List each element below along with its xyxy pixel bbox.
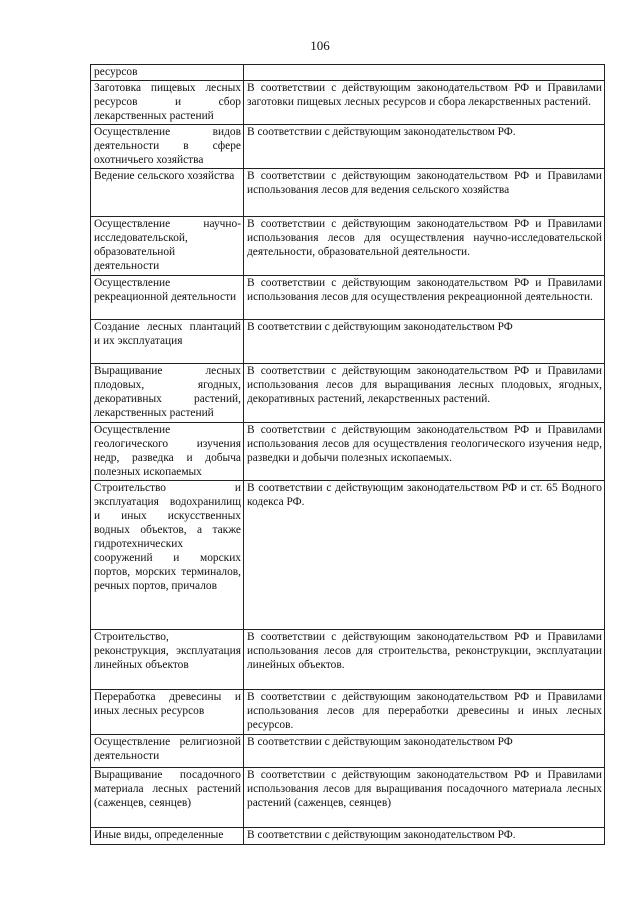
use-type-cell: Выращивание лесных плодовых, ягодных, декоративных растений, лекарственных растений	[91, 364, 244, 423]
table-row	[91, 364, 605, 423]
table-row	[91, 81, 605, 125]
regulation-cell: В соответствии с действующим законодательством РФ и Правилами использования лесов для осуществления геологического изучения недр, разведки и добычи полезных ископаемых.	[244, 423, 605, 481]
table-row	[91, 690, 605, 735]
table-row	[91, 423, 605, 481]
table-row	[91, 65, 605, 81]
use-type-cell: Строительство, реконструкция, эксплуатация линейных объектов	[91, 630, 244, 690]
regulation-cell: В соответствии с действующим законодательством РФ.	[244, 828, 605, 845]
use-type-cell: Иные виды, определенные	[91, 828, 244, 845]
use-type-cell: Осуществление геологического изучения недр, разведка и добыча полезных ископаемых	[91, 423, 244, 481]
use-type-cell: Выращивание посадочного материала лесных растений (саженцев, сеянцев)	[91, 768, 244, 828]
regulation-cell: В соответствии с действующим законодательством РФ и ст. 65 Водного кодекса РФ.	[244, 481, 605, 630]
regulation-cell: В соответствии с действующим законодательством РФ	[244, 735, 605, 768]
table-row	[91, 125, 605, 169]
use-type-cell: Осуществление религиозной деятельности	[91, 735, 244, 768]
regulation-cell: В соответствии с действующим законодательством РФ и Правилами использования лесов для осуществления рекреационной деятельности.	[244, 276, 605, 320]
table-row	[91, 169, 605, 217]
table-row	[91, 217, 605, 276]
use-type-cell: Строительство и эксплуатация водохранилищ и иных искусственных водных объектов, а также гидротехнических сооружений и морских портов, морских терминалов, речных портов, причалов	[91, 481, 244, 630]
regulation-cell: В соответствии с действующим законодательством РФ и Правилами использования лесов для строительства, реконструкции, эксплуатации линейных объектов.	[244, 630, 605, 690]
table-row	[91, 828, 605, 845]
use-type-cell: Осуществление видов деятельности в сфере охотничьего хозяйства	[91, 125, 244, 169]
regulation-cell: В соответствии с действующим законодательством РФ и Правилами использования лесов для выращивания лесных плодовых, ягодных, декоративных растений, лекарственных растений.	[244, 364, 605, 423]
table-row	[91, 735, 605, 768]
page-number: 106	[310, 38, 330, 53]
use-type-cell: Создание лесных плантаций и их эксплуатация	[91, 320, 244, 364]
table-row	[91, 768, 605, 828]
regulation-cell	[244, 65, 605, 81]
use-type-cell: Осуществление научно-исследовательской, образовательной деятельности	[91, 217, 244, 276]
use-type-cell: ресурсов	[91, 65, 244, 81]
table-row	[91, 481, 605, 630]
forest-use-table	[90, 64, 605, 845]
regulation-cell: В соответствии с действующим законодательством РФ и Правилами использования лесов для переработки древесины и иных лесных ресурсов.	[244, 690, 605, 735]
use-type-cell: Ведение сельского хозяйства	[91, 169, 244, 217]
regulation-cell: В соответствии с действующим законодательством РФ и Правилами использования лесов для ведения сельского хозяйства	[244, 169, 605, 217]
regulation-cell: В соответствии с действующим законодательством РФ и Правилами заготовки пищевых лесных ресурсов и сбора лекарственных растений.	[244, 81, 605, 125]
use-type-cell: Осуществление рекреационной деятельности	[91, 276, 244, 320]
regulation-cell: В соответствии с действующим законодательством РФ	[244, 320, 605, 364]
table-row	[91, 276, 605, 320]
regulation-cell: В соответствии с действующим законодательством РФ и Правилами использования лесов для выращивания посадочного материала лесных растений (саженцев, сеянцев)	[244, 768, 605, 828]
regulation-cell: В соответствии с действующим законодательством РФ.	[244, 125, 605, 169]
use-type-cell: Заготовка пищевых лесных ресурсов и сбор лекарственных растений	[91, 81, 244, 125]
table-row	[91, 630, 605, 690]
use-type-cell: Переработка древесины и иных лесных ресурсов	[91, 690, 244, 735]
table-row	[91, 320, 605, 364]
regulation-cell: В соответствии с действующим законодательством РФ и Правилами использования лесов для осуществления научно-исследовательской деятельности, образовательной деятельности.	[244, 217, 605, 276]
